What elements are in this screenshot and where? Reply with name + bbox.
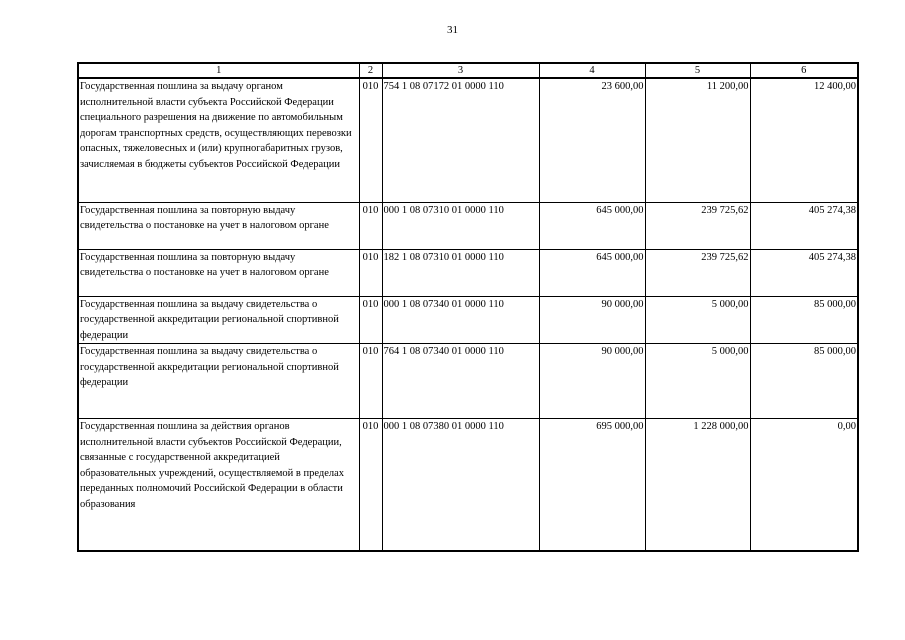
column-header-2: 2	[359, 63, 382, 78]
row-budget-code: 000 1 08 07340 01 0000 110	[382, 296, 539, 344]
budget-table	[77, 62, 859, 552]
row-budget-code: 182 1 08 07310 01 0000 110	[382, 249, 539, 296]
table-row	[78, 249, 858, 296]
row-budget-code: 754 1 08 07172 01 0000 110	[382, 78, 539, 202]
row-col6-value: 0,00	[750, 419, 858, 551]
row-name: Государственная пошлина за выдачу свидетельства о государственной аккредитации региональной спортивной федерации	[78, 344, 359, 419]
row-col5-value: 239 725,62	[645, 202, 750, 249]
row-col4-value: 90 000,00	[539, 344, 645, 419]
row-name: Государственная пошлина за повторную выдачу свидетельства о постановке на учет в налоговом органе	[78, 249, 359, 296]
row-col6-value: 405 274,38	[750, 249, 858, 296]
row-line-code: 010	[359, 419, 382, 551]
row-col4-value: 23 600,00	[539, 78, 645, 202]
row-col6-value: 85 000,00	[750, 296, 858, 344]
row-budget-code: 000 1 08 07310 01 0000 110	[382, 202, 539, 249]
row-col5-value: 5 000,00	[645, 296, 750, 344]
table-row	[78, 78, 858, 202]
row-name: Государственная пошлина за выдачу органом исполнительной власти субъекта Российской Федерации специального разрешения на движение по автомобильным дорогам транспортных средств, осуществляющих перевозки опасных, тяжеловесных и (или) крупногабаритных грузов, зачисляемая в бюджеты субъектов Российской Федерации	[78, 78, 359, 202]
row-name: Государственная пошлина за повторную выдачу свидетельства о постановке на учет в налоговом органе	[78, 202, 359, 249]
row-col5-value: 5 000,00	[645, 344, 750, 419]
table-header-row	[78, 63, 858, 78]
row-col4-value: 695 000,00	[539, 419, 645, 551]
row-col4-value: 90 000,00	[539, 296, 645, 344]
row-col5-value: 239 725,62	[645, 249, 750, 296]
column-header-5: 5	[645, 63, 750, 78]
column-header-4: 4	[539, 63, 645, 78]
row-line-code: 010	[359, 249, 382, 296]
row-col6-value: 85 000,00	[750, 344, 858, 419]
row-name: Государственная пошлина за действия органов исполнительной власти субъектов Российской Федерации, связанные с государственной аккредитацией образовательных учреждений, осуществляемой в пределах переданных полномочий Российской Федерации в области образования	[78, 419, 359, 551]
table-row	[78, 344, 858, 419]
row-col5-value: 1 228 000,00	[645, 419, 750, 551]
row-col4-value: 645 000,00	[539, 202, 645, 249]
column-header-1: 1	[78, 63, 359, 78]
table-row	[78, 296, 858, 344]
table-row	[78, 419, 858, 551]
row-line-code: 010	[359, 296, 382, 344]
row-budget-code: 000 1 08 07380 01 0000 110	[382, 419, 539, 551]
row-name: Государственная пошлина за выдачу свидетельства о государственной аккредитации региональной спортивной федерации	[78, 296, 359, 344]
column-header-3: 3	[382, 63, 539, 78]
row-col4-value: 645 000,00	[539, 249, 645, 296]
row-col6-value: 12 400,00	[750, 78, 858, 202]
row-col5-value: 11 200,00	[645, 78, 750, 202]
row-line-code: 010	[359, 344, 382, 419]
row-line-code: 010	[359, 202, 382, 249]
row-budget-code: 764 1 08 07340 01 0000 110	[382, 344, 539, 419]
column-header-6: 6	[750, 63, 858, 78]
row-line-code: 010	[359, 78, 382, 202]
page-number: 31	[447, 24, 458, 36]
row-col6-value: 405 274,38	[750, 202, 858, 249]
table-row	[78, 202, 858, 249]
